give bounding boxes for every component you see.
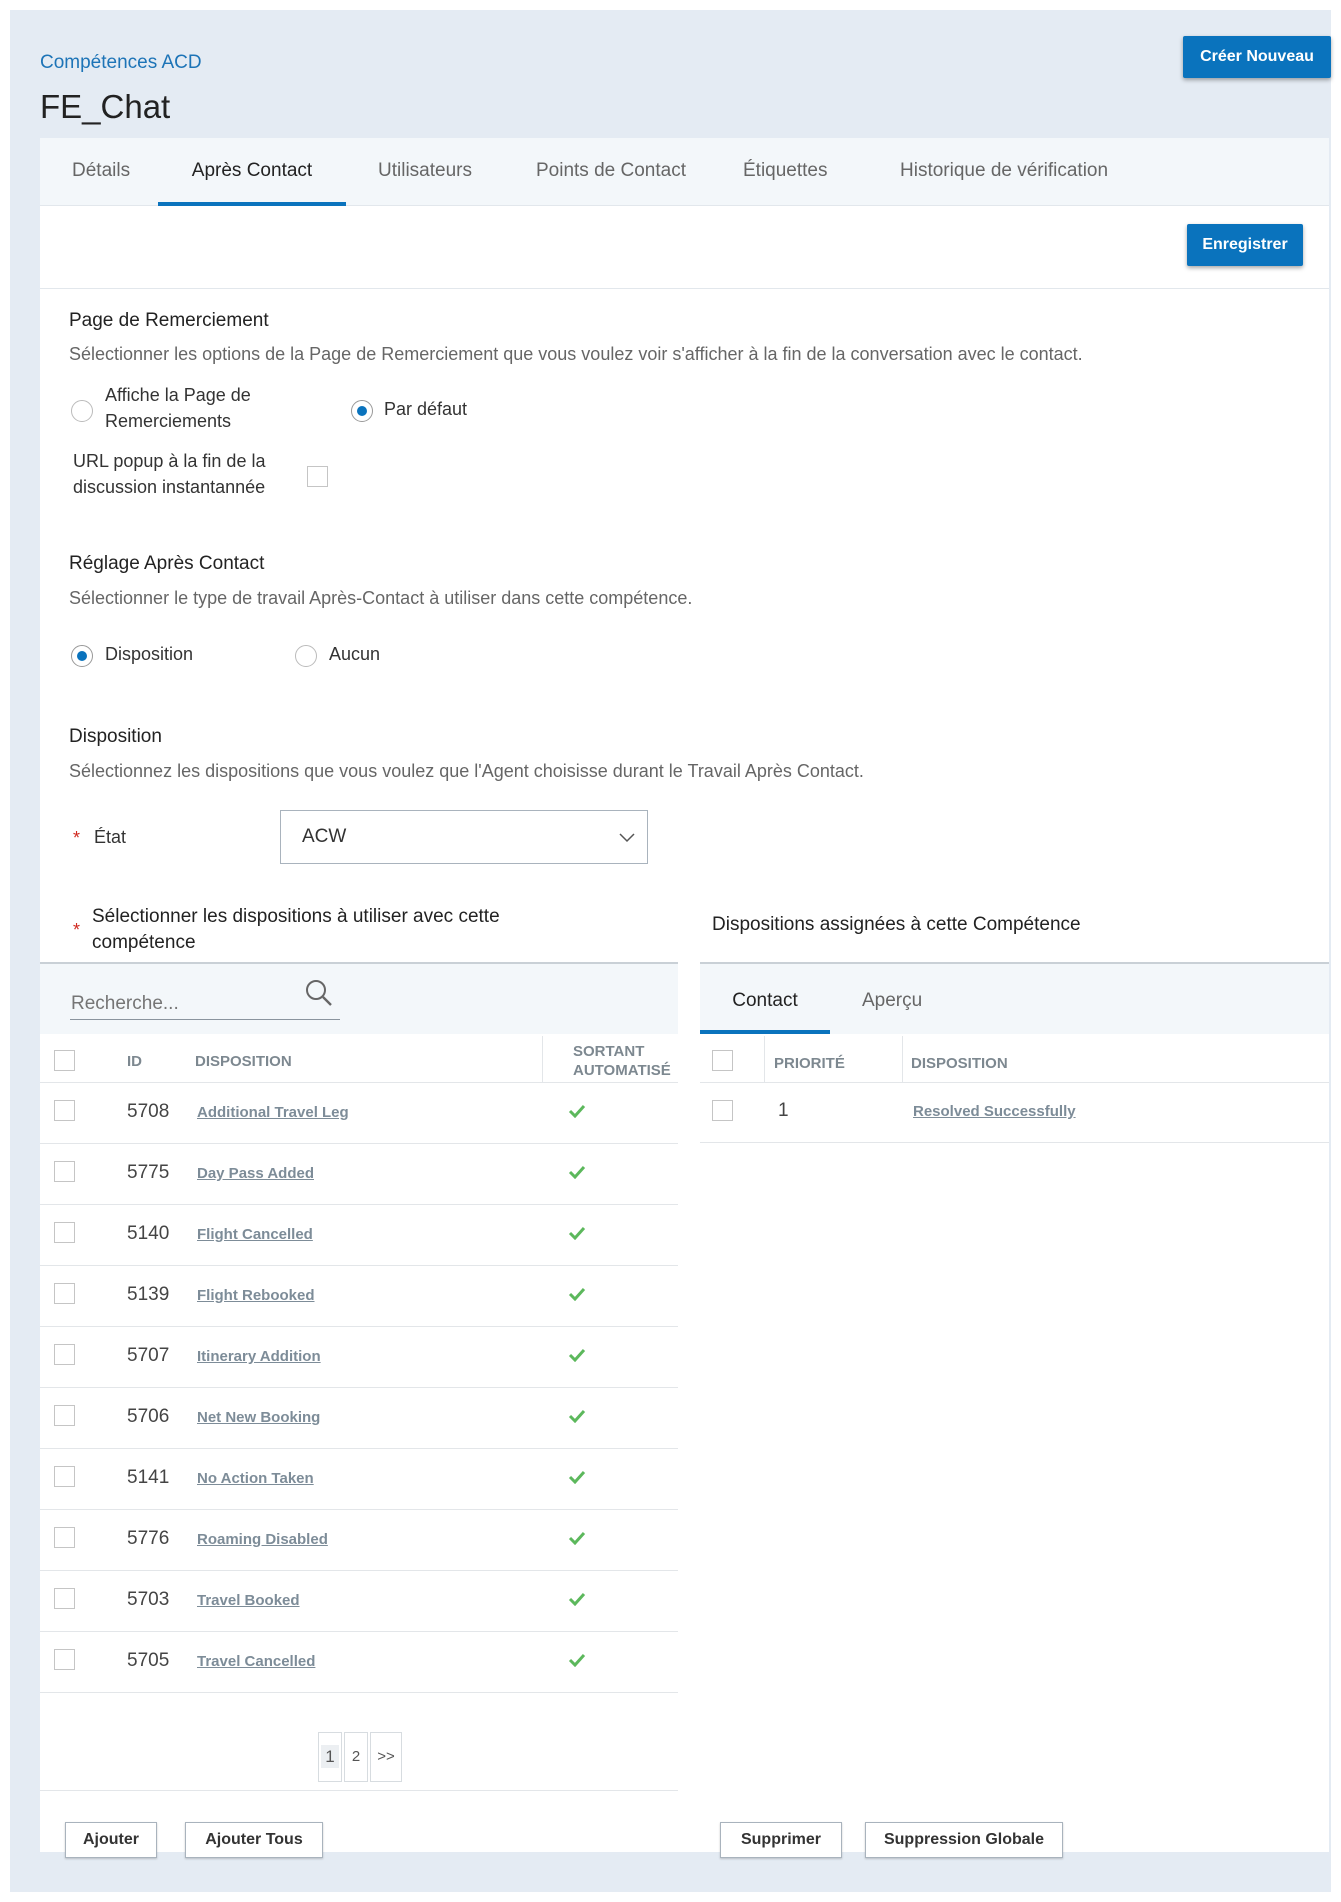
disposition-id-cell: 5706	[127, 1406, 170, 1427]
radio-show-thank-you-label: Affiche la Page de Remerciements	[105, 385, 251, 431]
disposition-link[interactable]: No Action Taken	[197, 1470, 314, 1487]
tab-tags[interactable]: Étiquettes	[743, 160, 828, 181]
page-title: FE_Chat	[40, 88, 171, 125]
row-checkbox[interactable]	[54, 1405, 75, 1426]
tab-after-contact[interactable]: Après Contact	[158, 138, 346, 206]
select-all-checkbox[interactable]	[54, 1050, 75, 1071]
tab-bar	[40, 138, 1329, 206]
disposition-id-cell: 5707	[127, 1345, 170, 1366]
divider	[700, 1142, 1329, 1143]
required-marker: *	[73, 920, 81, 940]
disposition-id-cell: 5703	[127, 1589, 170, 1610]
disposition-link[interactable]: Day Pass Added	[197, 1165, 314, 1182]
radio-show-thank-you[interactable]	[71, 400, 93, 422]
remove-all-button[interactable]: Suppression Globale	[865, 1822, 1063, 1858]
divider	[40, 1631, 678, 1632]
row-checkbox[interactable]	[54, 1161, 75, 1182]
search-toolbar	[40, 964, 678, 1034]
breadcrumb[interactable]: Compétences ACD	[40, 52, 202, 73]
radio-none[interactable]	[295, 645, 317, 667]
disposition-id-cell: 5775	[127, 1162, 170, 1183]
select-all-assigned-checkbox[interactable]	[712, 1050, 733, 1071]
divider	[40, 1387, 678, 1388]
check-icon	[568, 1226, 586, 1240]
disposition-link[interactable]: Flight Rebooked	[197, 1287, 315, 1304]
disposition-link[interactable]: Roaming Disabled	[197, 1531, 328, 1548]
tab-audit-history[interactable]: Historique de vérification	[900, 160, 1109, 181]
radio-disposition[interactable]	[71, 645, 93, 667]
column-header-priority[interactable]: PRIORITÉ	[774, 1055, 845, 1072]
row-checkbox[interactable]	[54, 1527, 75, 1548]
tab-details[interactable]: Détails	[72, 160, 131, 181]
tab-contact-points[interactable]: Points de Contact	[536, 160, 686, 181]
assigned-heading: Dispositions assignées à cette Compétence	[712, 914, 1081, 935]
disposition-id-cell: 5708	[127, 1101, 170, 1122]
page-2-button[interactable]: 2	[344, 1732, 368, 1782]
radio-none-label: Aucun	[329, 644, 381, 664]
thank-you-description: Sélectionner les options de la Page de Remerciement que vous voulez voir s'afficher à la fin de la conversation avec le contact.	[69, 344, 1083, 364]
row-checkbox[interactable]	[54, 1222, 75, 1243]
state-label: État	[94, 827, 127, 847]
search-icon[interactable]	[304, 978, 334, 1008]
row-checkbox[interactable]	[54, 1344, 75, 1365]
disposition-heading: Disposition	[69, 726, 162, 747]
main-card	[40, 138, 1329, 1852]
save-button[interactable]: Enregistrer	[1187, 224, 1303, 266]
add-button[interactable]: Ajouter	[65, 1822, 157, 1858]
page-background	[10, 10, 1331, 1892]
acw-setting-heading: Réglage Après Contact	[69, 553, 265, 574]
check-icon	[568, 1165, 586, 1179]
column-header-assigned-disposition[interactable]: DISPOSITION	[911, 1055, 1008, 1072]
check-icon	[568, 1470, 586, 1484]
divider	[40, 1570, 678, 1571]
state-select[interactable]	[280, 810, 648, 864]
divider	[40, 1509, 678, 1510]
check-icon	[568, 1348, 586, 1362]
disposition-id-cell: 5776	[127, 1528, 170, 1549]
divider	[40, 1082, 678, 1083]
disposition-id-cell: 5705	[127, 1650, 170, 1671]
divider	[700, 1082, 1329, 1083]
search-input[interactable]	[70, 988, 340, 1020]
row-checkbox[interactable]	[54, 1466, 75, 1487]
row-checkbox[interactable]	[54, 1100, 75, 1121]
disposition-description: Sélectionnez les dispositions que vous voulez que l'Agent choisisse durant le Travail Après Contact.	[69, 761, 864, 781]
last-page-button[interactable]: >>	[370, 1732, 402, 1782]
column-separator	[764, 1036, 765, 1082]
column-separator	[902, 1036, 903, 1082]
check-icon	[568, 1592, 586, 1606]
priority-cell: 1	[778, 1100, 789, 1121]
disposition-link[interactable]: Travel Cancelled	[197, 1653, 316, 1670]
available-heading: Sélectionner les dispositions à utiliser avec cette compétence	[92, 906, 500, 953]
check-icon	[568, 1287, 586, 1301]
thank-you-heading: Page de Remerciement	[69, 310, 269, 331]
column-header-disposition[interactable]: DISPOSITION	[195, 1053, 292, 1070]
add-all-button[interactable]: Ajouter Tous	[185, 1822, 323, 1858]
disposition-link[interactable]: Additional Travel Leg	[197, 1104, 349, 1121]
check-icon	[568, 1104, 586, 1118]
acw-setting-description: Sélectionner le type de travail Après-Contact à utiliser dans cette compétence.	[69, 588, 693, 608]
disposition-link[interactable]: Travel Booked	[197, 1592, 300, 1609]
divider	[40, 1326, 678, 1327]
disposition-link[interactable]: Net New Booking	[197, 1409, 321, 1426]
column-separator	[542, 1036, 543, 1082]
required-marker: *	[73, 828, 81, 848]
tab-contact[interactable]: Contact	[700, 970, 830, 1034]
row-checkbox[interactable]	[54, 1588, 75, 1609]
column-header-id[interactable]: ID	[127, 1053, 142, 1070]
check-icon	[568, 1531, 586, 1545]
disposition-link[interactable]: Resolved Successfully	[913, 1103, 1076, 1120]
check-icon	[568, 1409, 586, 1423]
row-checkbox[interactable]	[54, 1649, 75, 1670]
disposition-link[interactable]: Itinerary Addition	[197, 1348, 321, 1365]
divider	[40, 288, 1329, 289]
state-select-value: ACW	[302, 826, 347, 847]
divider	[40, 1448, 678, 1449]
radio-disposition-label: Disposition	[105, 644, 194, 664]
radio-default-label: Par défaut	[384, 399, 468, 419]
disposition-link[interactable]: Flight Cancelled	[197, 1226, 313, 1243]
divider	[40, 1265, 678, 1266]
tab-preview[interactable]: Aperçu	[862, 990, 923, 1011]
radio-default[interactable]	[351, 400, 373, 422]
row-checkbox[interactable]	[712, 1100, 733, 1121]
check-icon	[568, 1653, 586, 1667]
page-1-button[interactable]: 1	[318, 1732, 342, 1782]
url-popup-checkbox[interactable]	[307, 466, 328, 487]
disposition-id-cell: 5139	[127, 1284, 170, 1305]
url-popup-label: URL popup à la fin de la discussion instantannée	[73, 451, 266, 497]
row-checkbox[interactable]	[54, 1283, 75, 1304]
disposition-id-cell: 5140	[127, 1223, 170, 1244]
divider	[40, 1143, 678, 1144]
chevron-down-icon	[617, 827, 637, 847]
divider	[40, 1692, 678, 1693]
column-header-auto-outgoing[interactable]: SORTANT AUTOMATISÉ	[573, 1043, 671, 1079]
assigned-tabs	[700, 964, 1329, 1034]
divider	[40, 1790, 678, 1791]
tab-users[interactable]: Utilisateurs	[378, 160, 472, 181]
disposition-id-cell: 5141	[127, 1467, 170, 1488]
remove-button[interactable]: Supprimer	[720, 1822, 842, 1858]
create-new-button[interactable]: Créer Nouveau	[1183, 36, 1331, 78]
divider	[40, 1204, 678, 1205]
